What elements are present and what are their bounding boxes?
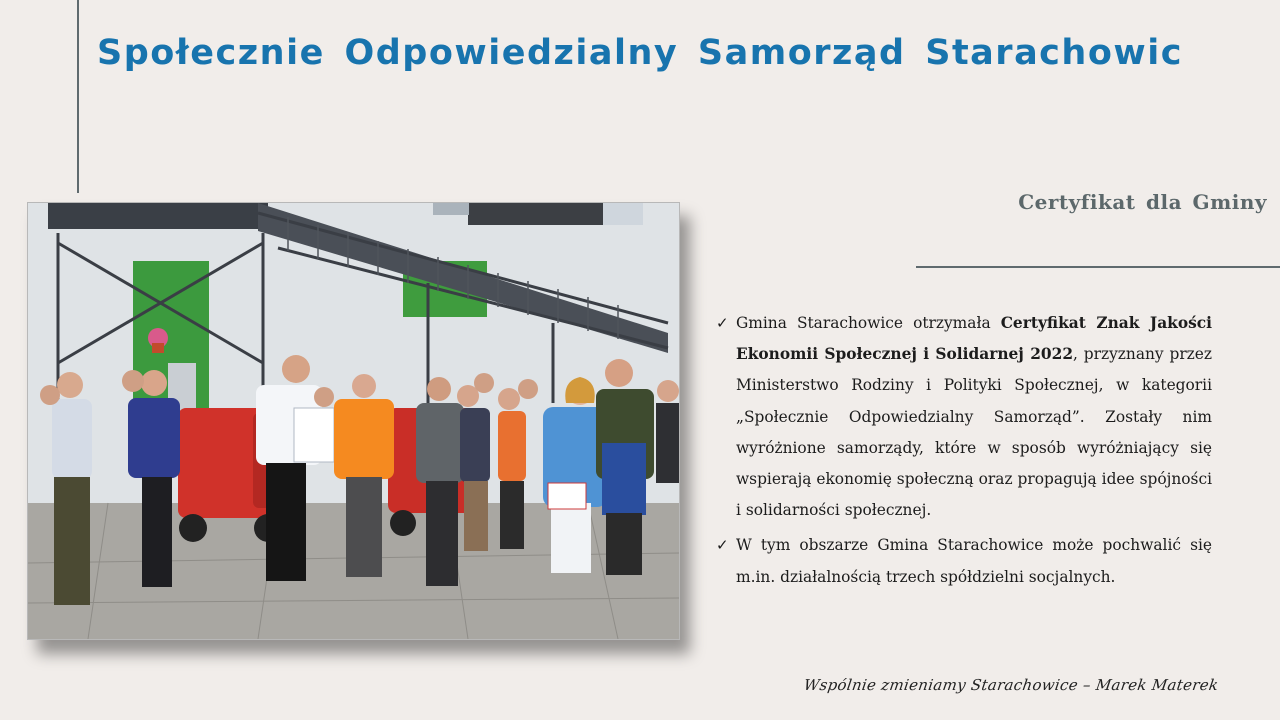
decorative-horizontal-line xyxy=(916,266,1280,268)
list-item: ✓ Gmina Starachowice otrzymała Certyfikat Znak Jakości Ekonomii Społecznej i Solidarnej 2022, przyznany przez Ministerstwo Rodziny i Polityki Społecznej, w kategorii „Społecznie Odpowiedzialny Samorząd”. Zostały nim wyróżnione samorządy, które w sposób wyróżniający się wspierają ekonomię społeczną oraz propagują idee spójności i solidarności społecznej. xyxy=(716,308,1212,526)
bullet-list xyxy=(716,308,1212,597)
highlighted-text: Certyfikat Znak Jakości Ekonomii Społecznej i Solidarnej 2022 xyxy=(736,314,1212,364)
group-photo xyxy=(27,202,680,640)
check-icon: ✓ xyxy=(716,314,729,332)
footer-signature: Wspólnie zmieniamy Starachowice – Marek Materek xyxy=(802,676,1220,694)
section-subtitle: Certyfikat dla Gminy xyxy=(1018,190,1267,214)
page-title: Społecznie Odpowiedzialny Samorząd Starachowic xyxy=(97,33,1183,73)
check-icon: ✓ xyxy=(716,536,729,555)
decorative-vertical-line xyxy=(77,0,79,193)
list-item: ✓ W tym obszarze Gmina Starachowice może pochwalić się m.in. działalnością trzech spółdzielni socjalnych. xyxy=(716,530,1212,592)
